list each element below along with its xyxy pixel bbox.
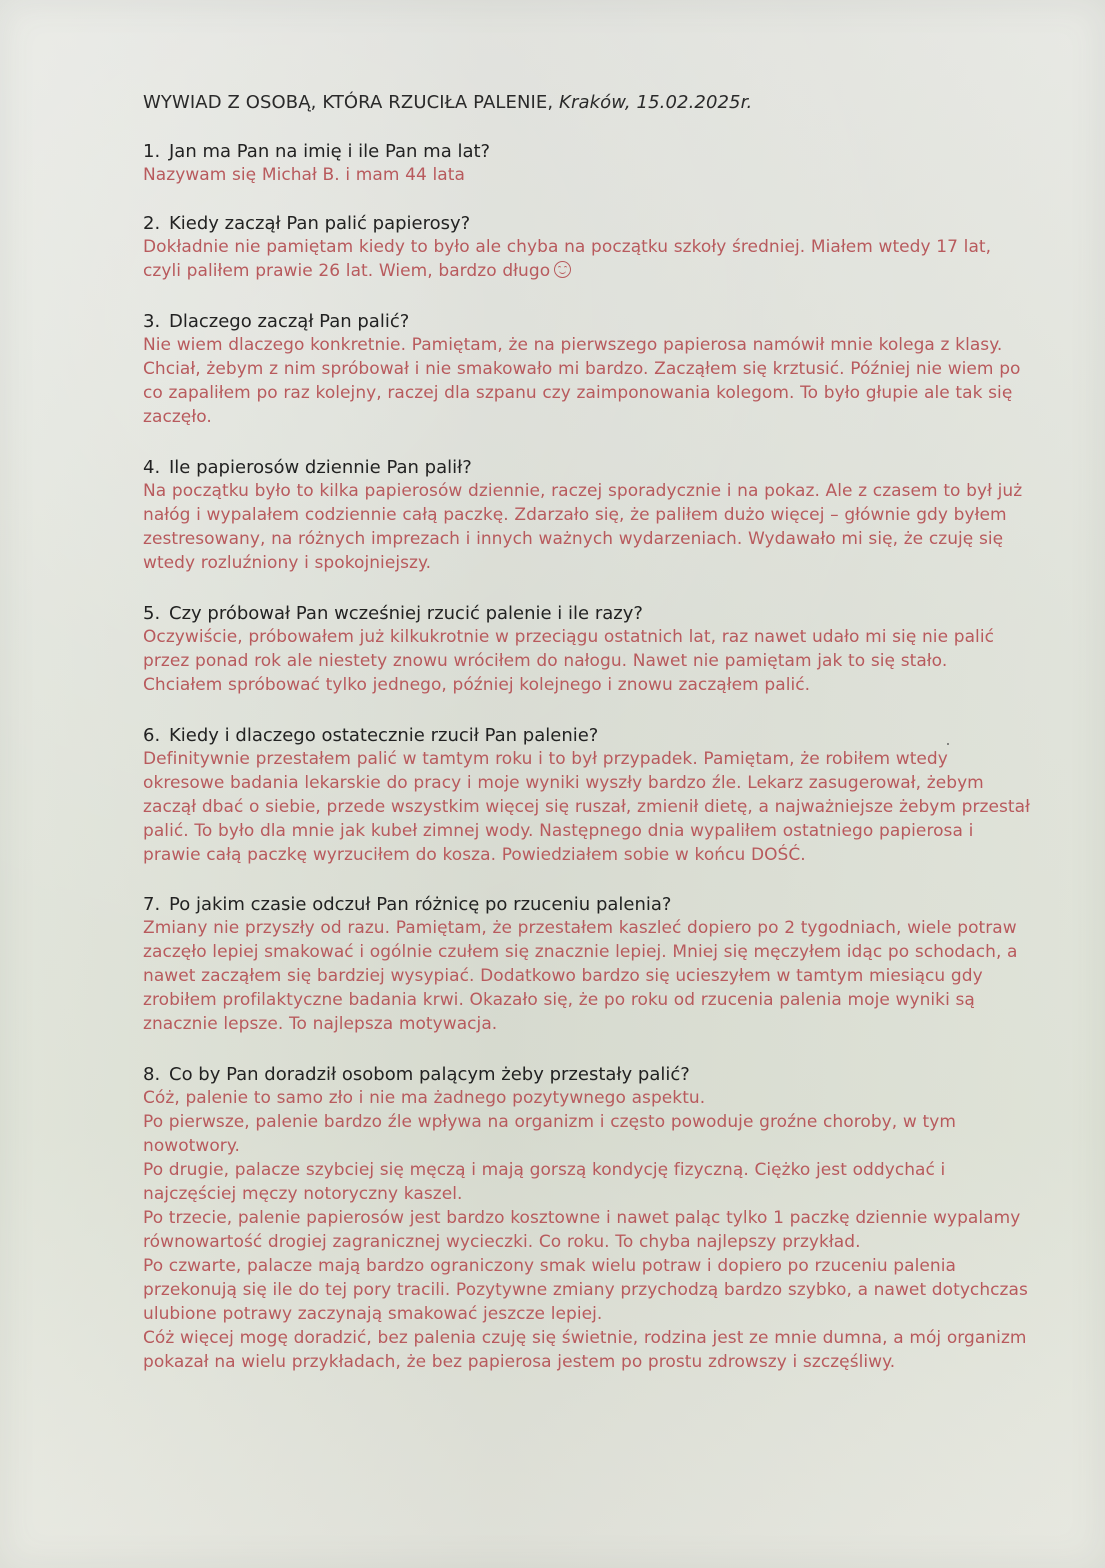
question-text: Kiedy zaczął Pan palić papierosy? [169,213,471,234]
interview-document [143,92,1031,1374]
answer-line: przez ponad rok ale niestety znowu wróciłem do nałogu. Nawet nie pamiętam jak to się stało. [143,651,948,671]
answer-8 [143,1086,1028,1374]
answer-line: zrobiłem profilaktyczne badania krwi. Okazało się, że po roku od rzucenia palenia moje wyniki są [143,990,975,1010]
answer-line: Po pierwsze, palenie bardzo źle wpływa na organizm i często powoduje groźne choroby, w tym [143,1112,956,1132]
answer-line: Oczywiście, próbowałem już kilkukrotnie w przeciągu ostatnich lat, raz nawet udało mi się nie palić [143,627,994,647]
answer-line: zaczął dbać o siebie, przede wszystkim więcej się ruszał, zmienił dietę, a najważniejsze żebym przestał [143,797,1031,817]
question-number: 2. [143,213,161,234]
answer-line: co zapaliłem po raz kolejny, raczej dla szpanu czy zaimponowania kolegom. To było głupie ale tak się [143,383,1013,403]
answer-line: Zmiany nie przyszły od razu. Pamiętam, że przestałem kaszleć dopiero po 2 tygodniach, wiele potraw [143,918,1017,938]
question-text: Ile papierosów dziennie Pan palił? [169,457,472,478]
qa-item [143,725,1031,867]
answer-line: Nie wiem dlaczego konkretnie. Pamiętam, że na pierwszego papierosa namówił mnie kolega z klasy. [143,335,1003,355]
question-5 [143,603,963,625]
answer-3 [143,333,1021,429]
question-text: Dlaczego zaczął Pan palić? [169,311,410,332]
answer-line: Dokładnie nie pamiętam kiedy to było ale chyba na początku szkoły średniej. Miałem wtedy 17 lat, [143,237,992,257]
answer-7 [143,916,1018,1036]
answer-line: równowartość drogiej zagranicznej wycieczki. Co roku. To chyba najlepszy przykład. [143,1232,861,1252]
answer-line: wtedy rozluźniony i spokojniejszy. [143,553,432,573]
answer-line: Cóż więcej mogę doradzić, bez palenia czuję się świetnie, rodzina jest ze mnie dumna, a mój organizm [143,1328,1027,1348]
qa-item [143,457,1023,575]
answer-line: znacznie lepsze. To najlepsza motywacja. [143,1014,498,1034]
answer-line: nawet zacząłem się bardziej wysypiać. Dodatkowo bardzo się ucieszyłem w tamtym miesiącu gdy [143,966,983,986]
question-text: Czy próbował Pan wcześniej rzucić palenie i ile razy? [169,603,643,624]
question-text: Co by Pan doradził osobom palącym żeby przestały palić? [169,1064,690,1085]
question-text: Po jakim czasie odczuł Pan różnicę po rzuceniu palenia? [169,894,672,915]
answer-line: Chciałem spróbować tylko jednego, później kolejnego i znowu zacząłem palić. [143,675,811,695]
answer-line: Po trzecie, palenie papierosów jest bardzo kosztowne i nawet paląc tylko 1 paczkę dziennie wypalamy [143,1208,1021,1228]
answer-line: Cóż, palenie to samo zło i nie ma żadnego pozytywnego aspektu. [143,1088,706,1108]
answer-line: pokazał na wielu przykładach, że bez papierosa jestem po prostu zdrowszy i szczęśliwy. [143,1352,896,1372]
answer-line: prawie całą paczkę wyrzuciłem do kosza. Powiedziałem sobie w końcu DOŚĆ. [143,845,806,865]
smiling-face-icon [554,261,571,278]
qa-item [143,213,992,283]
answer-line: przekonują się ile do tej pory tracili. Pozytywne zmiany przychodzą bardzo szybko, a nawet dotychczas [143,1280,1028,1300]
answer-2 [143,235,992,283]
title-main: WYWIAD Z OSOBĄ, KTÓRA RZUCIŁA PALENIE, [143,92,554,113]
qa-item [143,311,1021,429]
question-6 [143,725,963,747]
answer-line: okresowe badania lekarskie do pracy i moje wyniki wyszły bardzo źle. Lekarz zasugerował, żebym [143,773,984,793]
question-2 [143,213,963,235]
question-number: 1. [143,141,161,162]
answer-line: Definitywnie przestałem palić w tamtym roku i to był przypadek. Pamiętam, że robiłem wtedy [143,749,948,769]
question-number: 4. [143,457,161,478]
question-7 [143,894,963,916]
answer-line: Po drugie, palacze szybciej się męczą i mają gorszą kondycję fizyczną. Ciężko jest oddychać i [143,1160,946,1180]
qa-item [143,1064,1028,1374]
qa-item [143,603,994,697]
answer-4 [143,479,1023,575]
question-number: 7. [143,894,161,915]
title-location-date: Kraków, 15.02.2025r. [553,92,753,113]
answer-line: palić. To było dla mnie jak kubeł zimnej wody. Następnego dnia wypaliłem ostatniego papierosa i [143,821,974,841]
answer-line: Po czwarte, palacze mają bardzo ograniczony smak wielu potraw i dopiero po rzuceniu palenia [143,1256,956,1276]
answer-6 [143,747,1031,867]
question-number: 6. [143,725,161,746]
answer-line: najczęściej męczy notoryczny kaszel. [143,1184,463,1204]
question-number: 5. [143,603,161,624]
answer-1 [143,163,963,187]
answer-5 [143,625,994,697]
answer-line: zestresowany, na różnych imprezach i innych ważnych wydarzeniach. Wydawało mi się, że czuję się [143,529,1004,549]
question-number: 8. [143,1064,161,1085]
qa-list [143,141,1031,1374]
question-8 [143,1064,963,1086]
question-3 [143,311,963,333]
question-text: Jan ma Pan na imię i ile Pan ma lat? [169,141,491,162]
answer-line-text: czyli paliłem prawie 26 lat. Wiem, bardzo długo [143,261,551,281]
qa-item [143,141,963,187]
document-title [143,92,963,114]
answer-line: nowotwory. [143,1136,240,1156]
answer-line: Na początku było to kilka papierosów dziennie, raczej sporadycznie i na pokaz. Ale z czasem to był już [143,481,1023,501]
answer-line: Chciał, żebym z nim spróbował i nie smakowało mi bardzo. Zacząłem się krztusić. Później nie wiem po [143,359,1021,379]
question-1 [143,141,963,163]
answer-line: ulubione potrawy zaczynają smakować jeszcze lepiej. [143,1304,603,1324]
answer-line [143,259,963,283]
question-number: 3. [143,311,161,332]
qa-item [143,894,1018,1036]
answer-line: zaczęło lepiej smakować i ogólnie czułem się znacznie lepiej. Mniej się męczyłem idąc po schodach, a [143,942,1018,962]
answer-line: nałóg i wypalałem codziennie całą paczkę. Zdarzało się, że paliłem dużo więcej – głównie gdy byłem [143,505,1007,525]
question-text: Kiedy i dlaczego ostatecznie rzucił Pan palenie? [169,725,599,746]
question-4 [143,457,963,479]
answer-line: Nazywam się Michał B. i mam 44 lata [143,165,465,185]
answer-line: zaczęło. [143,407,212,427]
